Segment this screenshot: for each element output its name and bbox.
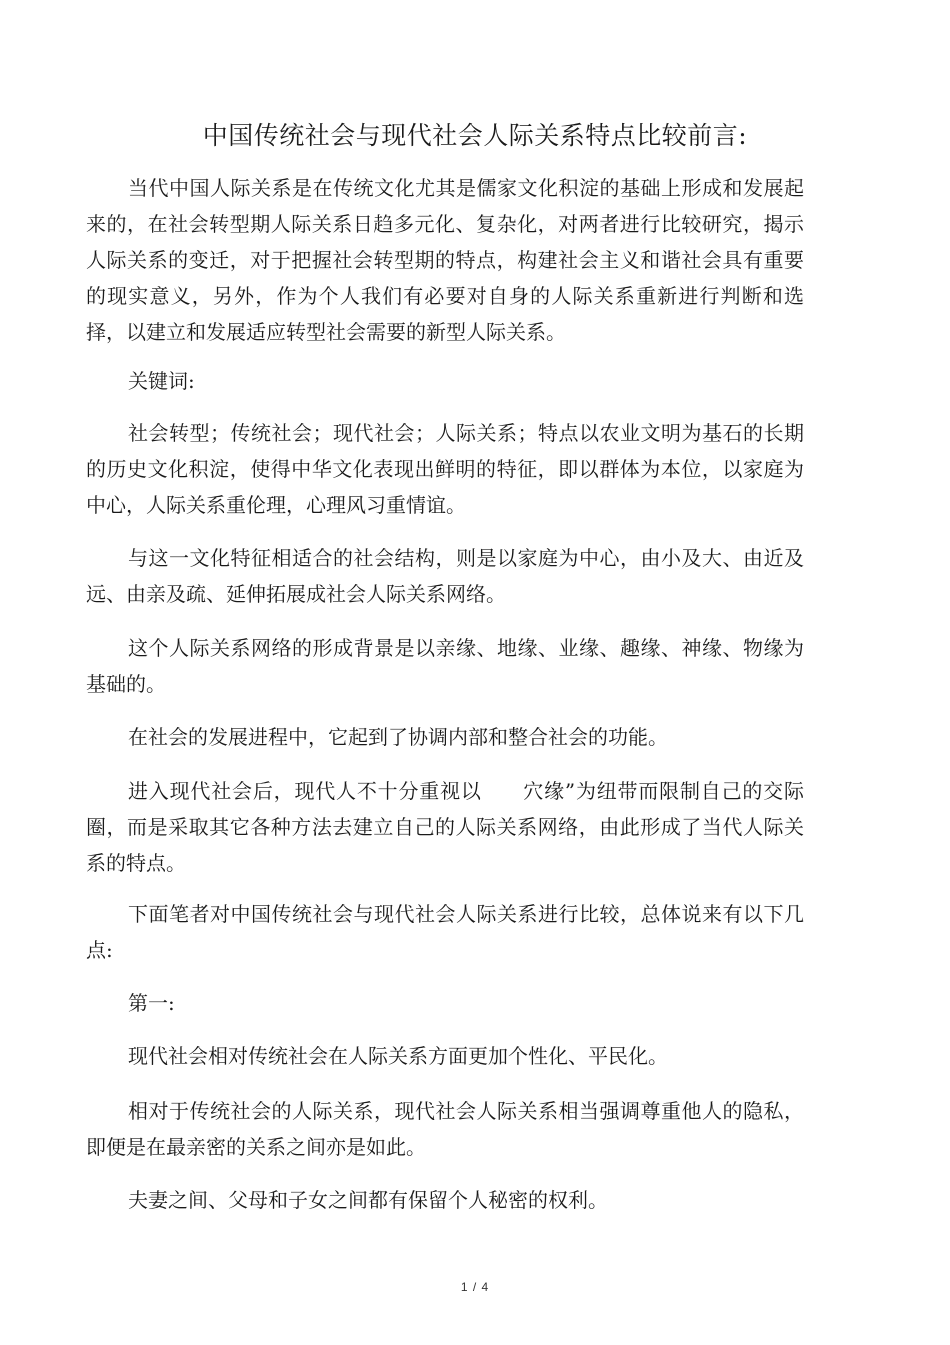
paragraph-first-label: 第一: <box>128 991 175 1015</box>
paragraph-modern-society: 进入现代社会后，现代人不十分重视以 穴缘”为纽带而限制自己的交际圈，而是采取其它各种方法去建立自己的人际关系网络，由此形成了当代人际关系的特点。 <box>86 779 804 875</box>
paragraph-function: 在社会的发展进程中，它起到了协调内部和整合社会的功能。 <box>128 725 668 749</box>
paragraph-comparison-intro: 下面笔者对中国传统社会与现代社会人际关系进行比较，总体说来有以下几点: <box>86 902 804 962</box>
paragraph-social-structure: 与这一文化特征相适合的社会结构，则是以家庭为中心，由小及大、由近及远、由亲及疏、延伸拓展成社会人际关系网络。 <box>86 546 804 606</box>
page-number: 1 / 4 <box>460 1280 490 1294</box>
paragraph-network-background: 这个人际关系网络的形成背景是以亲缘、地缘、业缘、趣缘、神缘、物缘为基础的。 <box>86 636 804 696</box>
paragraph-family-secrets: 夫妻之间、父母和子女之间都有保留个人秘密的权利。 <box>128 1188 608 1212</box>
paragraph-privacy: 相对于传统社会的人际关系，现代社会人际关系相当强调尊重他人的隐私，即便是在最亲密的关系之间亦是如此。 <box>86 1099 804 1159</box>
paragraph-keywords-label: 关键词: <box>128 369 195 393</box>
paragraph-first-point: 现代社会相对传统社会在人际关系方面更加个性化、平民化。 <box>128 1044 668 1068</box>
document-title: 中国传统社会与现代社会人际关系特点比较前言: <box>202 121 748 150</box>
paragraph-preface: 当代中国人际关系是在传统文化尤其是儒家文化积淀的基础上形成和发展起来的，在社会转型期人际关系日趋多元化、复杂化，对两者进行比较研究，揭示人际关系的变迁，对于把握社会转型期的特点，构建社会主义和谐社会具有重要的现实意义，另外，作为个人我们有必要对自身的人际关系重新进行判断和选择，以建立和发展适应转型社会需要的新型人际关系。 <box>86 176 804 344</box>
paragraph-keywords: 社会转型；传统社会；现代社会；人际关系；特点以农业文明为基石的长期的历史文化积淀，使得中华文化表现出鲜明的特征，即以群体为本位，以家庭为中心，人际关系重伦理，心理风习重情谊。 <box>86 421 804 517</box>
